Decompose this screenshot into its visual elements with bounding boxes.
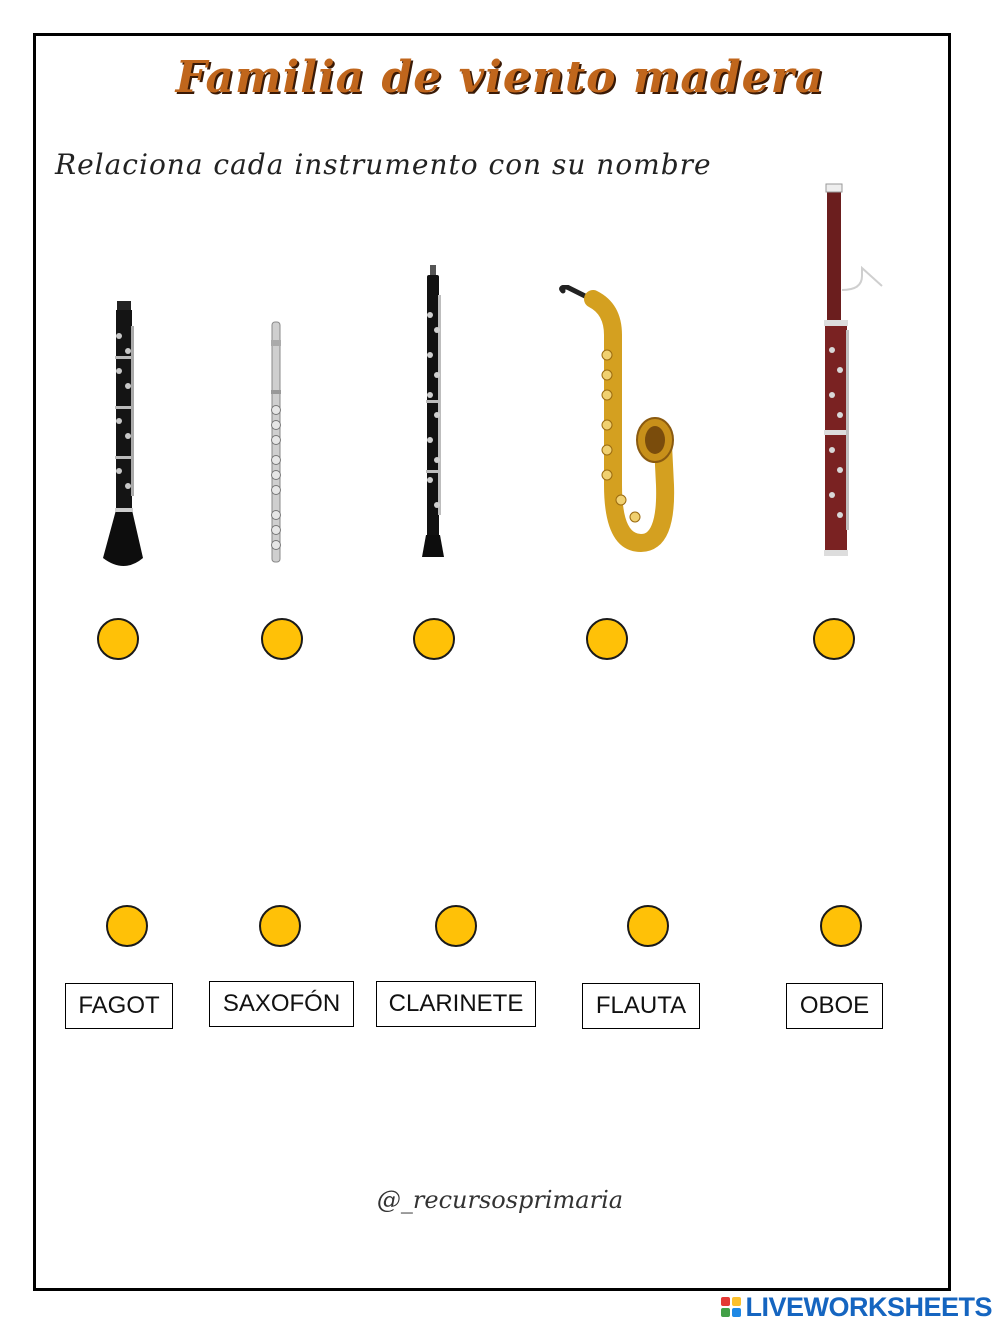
clarinet-icon: [95, 296, 155, 576]
label-fagot[interactable]: FAGOT: [65, 983, 173, 1029]
worksheet-title: Familia de viento madera: [175, 52, 825, 103]
oboe-icon: [410, 265, 456, 561]
brand-mark-icon: [721, 1297, 741, 1317]
label-dot-5[interactable]: [820, 905, 862, 947]
bassoon-icon: [810, 180, 890, 564]
label-clarinete[interactable]: CLARINETE: [376, 981, 536, 1027]
author-credit: @_recursosprimaria: [376, 1186, 624, 1214]
worksheet-instruction: Relaciona cada instrumento con su nombre: [55, 148, 712, 181]
saxophone-icon: [555, 285, 675, 553]
label-dot-4[interactable]: [627, 905, 669, 947]
label-oboe[interactable]: OBOE: [786, 983, 883, 1029]
label-dot-3[interactable]: [435, 905, 477, 947]
label-saxofon[interactable]: SAXOFÓN: [209, 981, 354, 1027]
brand-name: LIVEWORKSHEETS: [745, 1291, 992, 1322]
instrument-dot-3[interactable]: [413, 618, 455, 660]
label-flauta[interactable]: FLAUTA: [582, 983, 700, 1029]
instrument-dot-1[interactable]: [97, 618, 139, 660]
flute-icon: [258, 320, 294, 568]
label-dot-1[interactable]: [106, 905, 148, 947]
instrument-dot-4[interactable]: [586, 618, 628, 660]
brand-logo[interactable]: [721, 1292, 992, 1322]
instrument-dot-2[interactable]: [261, 618, 303, 660]
instrument-dot-5[interactable]: [813, 618, 855, 660]
label-dot-2[interactable]: [259, 905, 301, 947]
